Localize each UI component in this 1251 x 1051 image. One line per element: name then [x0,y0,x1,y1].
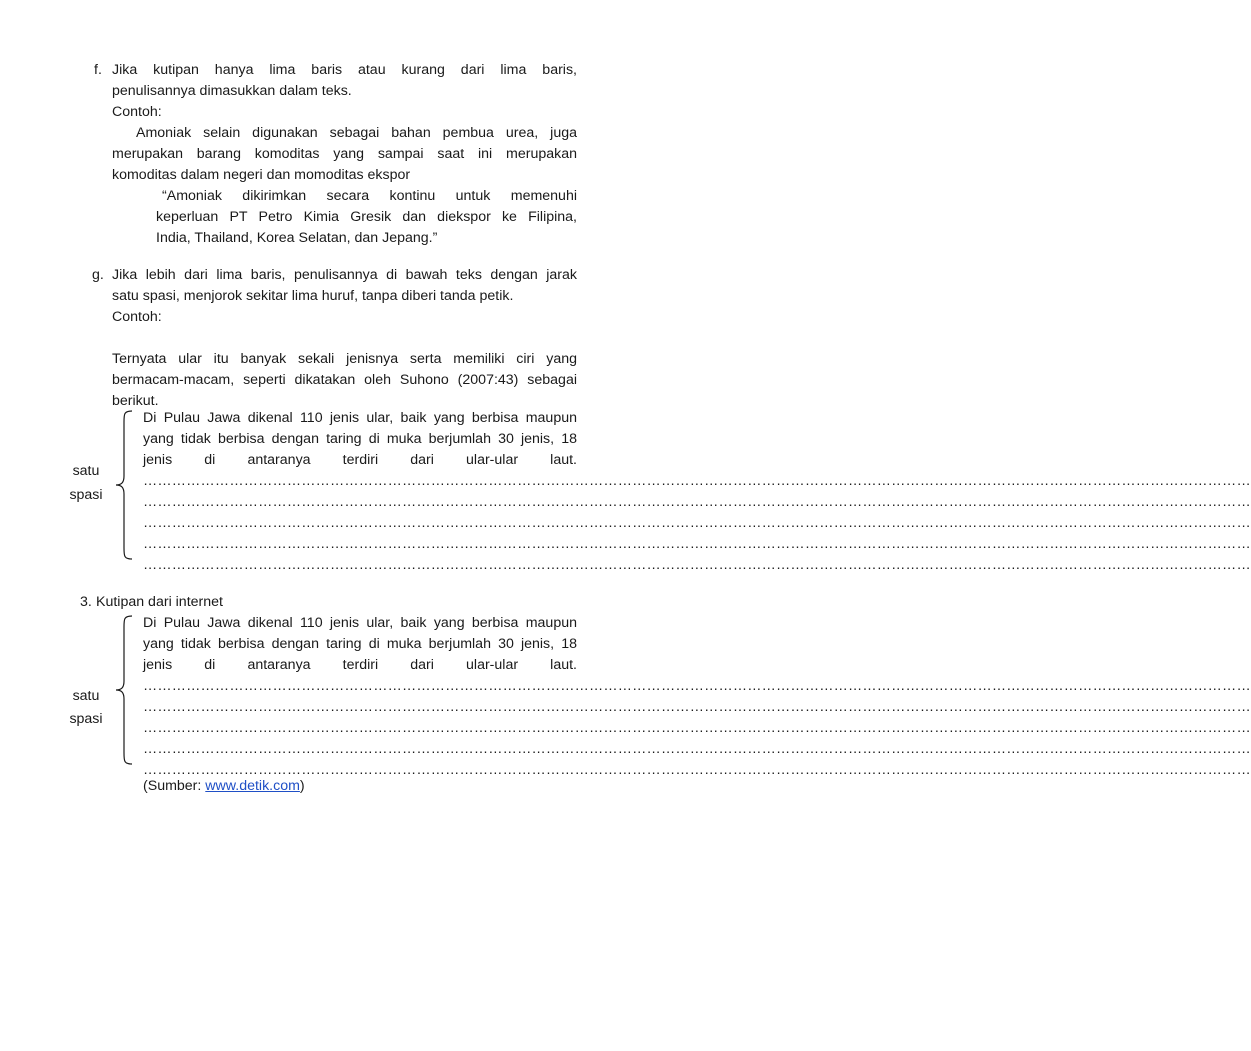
item-f-para-line-2: merupakan barang komoditas yang sampai saat ini merupakan [112,146,577,162]
item-3-ellipsis-line: …………………………………………………………………………………………………………………………………………………………………………………………………………… [143,762,1251,778]
item-3-heading: Kutipan dari internet [96,594,223,610]
item-g-marker: g. [92,267,104,283]
item-g-ellipsis-line: …………………………………………………………………………………………………………………………………………………………………………………………………………… [143,515,1251,531]
item-g-para-line-3: berikut. [112,393,159,409]
item-g-example-label: Contoh: [112,309,162,325]
item-3-marker: 3. [80,594,92,610]
source-link[interactable]: www.detik.com [205,778,300,794]
item-f-quote-line-1: “Amoniak dikirimkan secara kontinu untuk memenuhi [162,188,577,204]
item-3-block-line-3: jenis di antaranya terdiri dari ular-ular laut. [143,657,577,673]
item-f-line-2: penulisannya dimasukkan dalam teks. [112,83,352,99]
item-f-line-1: Jika kutipan hanya lima baris atau kurang dari lima baris, [112,62,577,78]
brace-icon [112,410,134,560]
item-f-para-line-3: komoditas dalam negeri dan momoditas ekspor [112,167,411,183]
item-g-ellipsis-line: …………………………………………………………………………………………………………………………………………………………………………………………………………… [143,557,1251,573]
item-3-block-line-1: Di Pulau Jawa dikenal 110 jenis ular, baik yang berbisa maupun [143,615,577,631]
item-f-quote-line-3: India, Thailand, Korea Selatan, dan Jepang.” [156,230,438,246]
item-3-ellipsis-line: …………………………………………………………………………………………………………………………………………………………………………………………………………… [143,741,1251,757]
item-f-example-label: Contoh: [112,104,162,120]
item-g-block-line-2: yang tidak berbisa dengan taring di muka berjumlah 30 jenis, 18 [143,431,577,447]
item-g-line-2: satu spasi, menjorok sekitar lima huruf, tanpa diberi tanda petik. [112,288,514,304]
side-label-spasi: spasi [69,711,103,727]
item-g-block-line-1: Di Pulau Jawa dikenal 110 jenis ular, baik yang berbisa maupun [143,410,577,426]
brace-icon [112,615,134,765]
source-suffix: ) [299,778,305,794]
item-g-ellipsis-line: …………………………………………………………………………………………………………………………………………………………………………………………………………… [143,494,1251,510]
item-3-ellipsis-line: …………………………………………………………………………………………………………………………………………………………………………………………………………… [143,678,1251,694]
item-g-ellipsis-line: …………………………………………………………………………………………………………………………………………………………………………………………………………… [143,473,1251,489]
item-3-ellipsis-line: …………………………………………………………………………………………………………………………………………………………………………………………………………… [143,720,1251,736]
source-prefix: (Sumber: [143,778,206,794]
item-g-line-1: Jika lebih dari lima baris, penulisannya di bawah teks dengan jarak [112,267,577,283]
item-g-para-line-2: bermacam-macam, seperti dikatakan oleh Suhono (2007:43) sebagai [112,372,577,388]
item-g-ellipsis-line: …………………………………………………………………………………………………………………………………………………………………………………………………………… [143,536,1251,552]
side-label-satu: satu [72,463,100,479]
item-g-block-line-3: jenis di antaranya terdiri dari ular-ular laut. [143,452,577,468]
item-f-marker: f. [94,62,102,78]
item-3-block-line-2: yang tidak berbisa dengan taring di muka berjumlah 30 jenis, 18 [143,636,577,652]
item-f-para-line-1: Amoniak selain digunakan sebagai bahan pembua urea, juga [136,125,577,141]
item-g-para-line-1: Ternyata ular itu banyak sekali jenisnya serta memiliki ciri yang [112,351,577,367]
item-f-quote-line-2: keperluan PT Petro Kimia Gresik dan diekspor ke Filipina, [156,209,577,225]
side-label-spasi: spasi [69,487,103,503]
item-3-ellipsis-line: …………………………………………………………………………………………………………………………………………………………………………………………………………… [143,699,1251,715]
side-label-satu: satu [72,688,100,704]
source-citation [143,776,305,796]
